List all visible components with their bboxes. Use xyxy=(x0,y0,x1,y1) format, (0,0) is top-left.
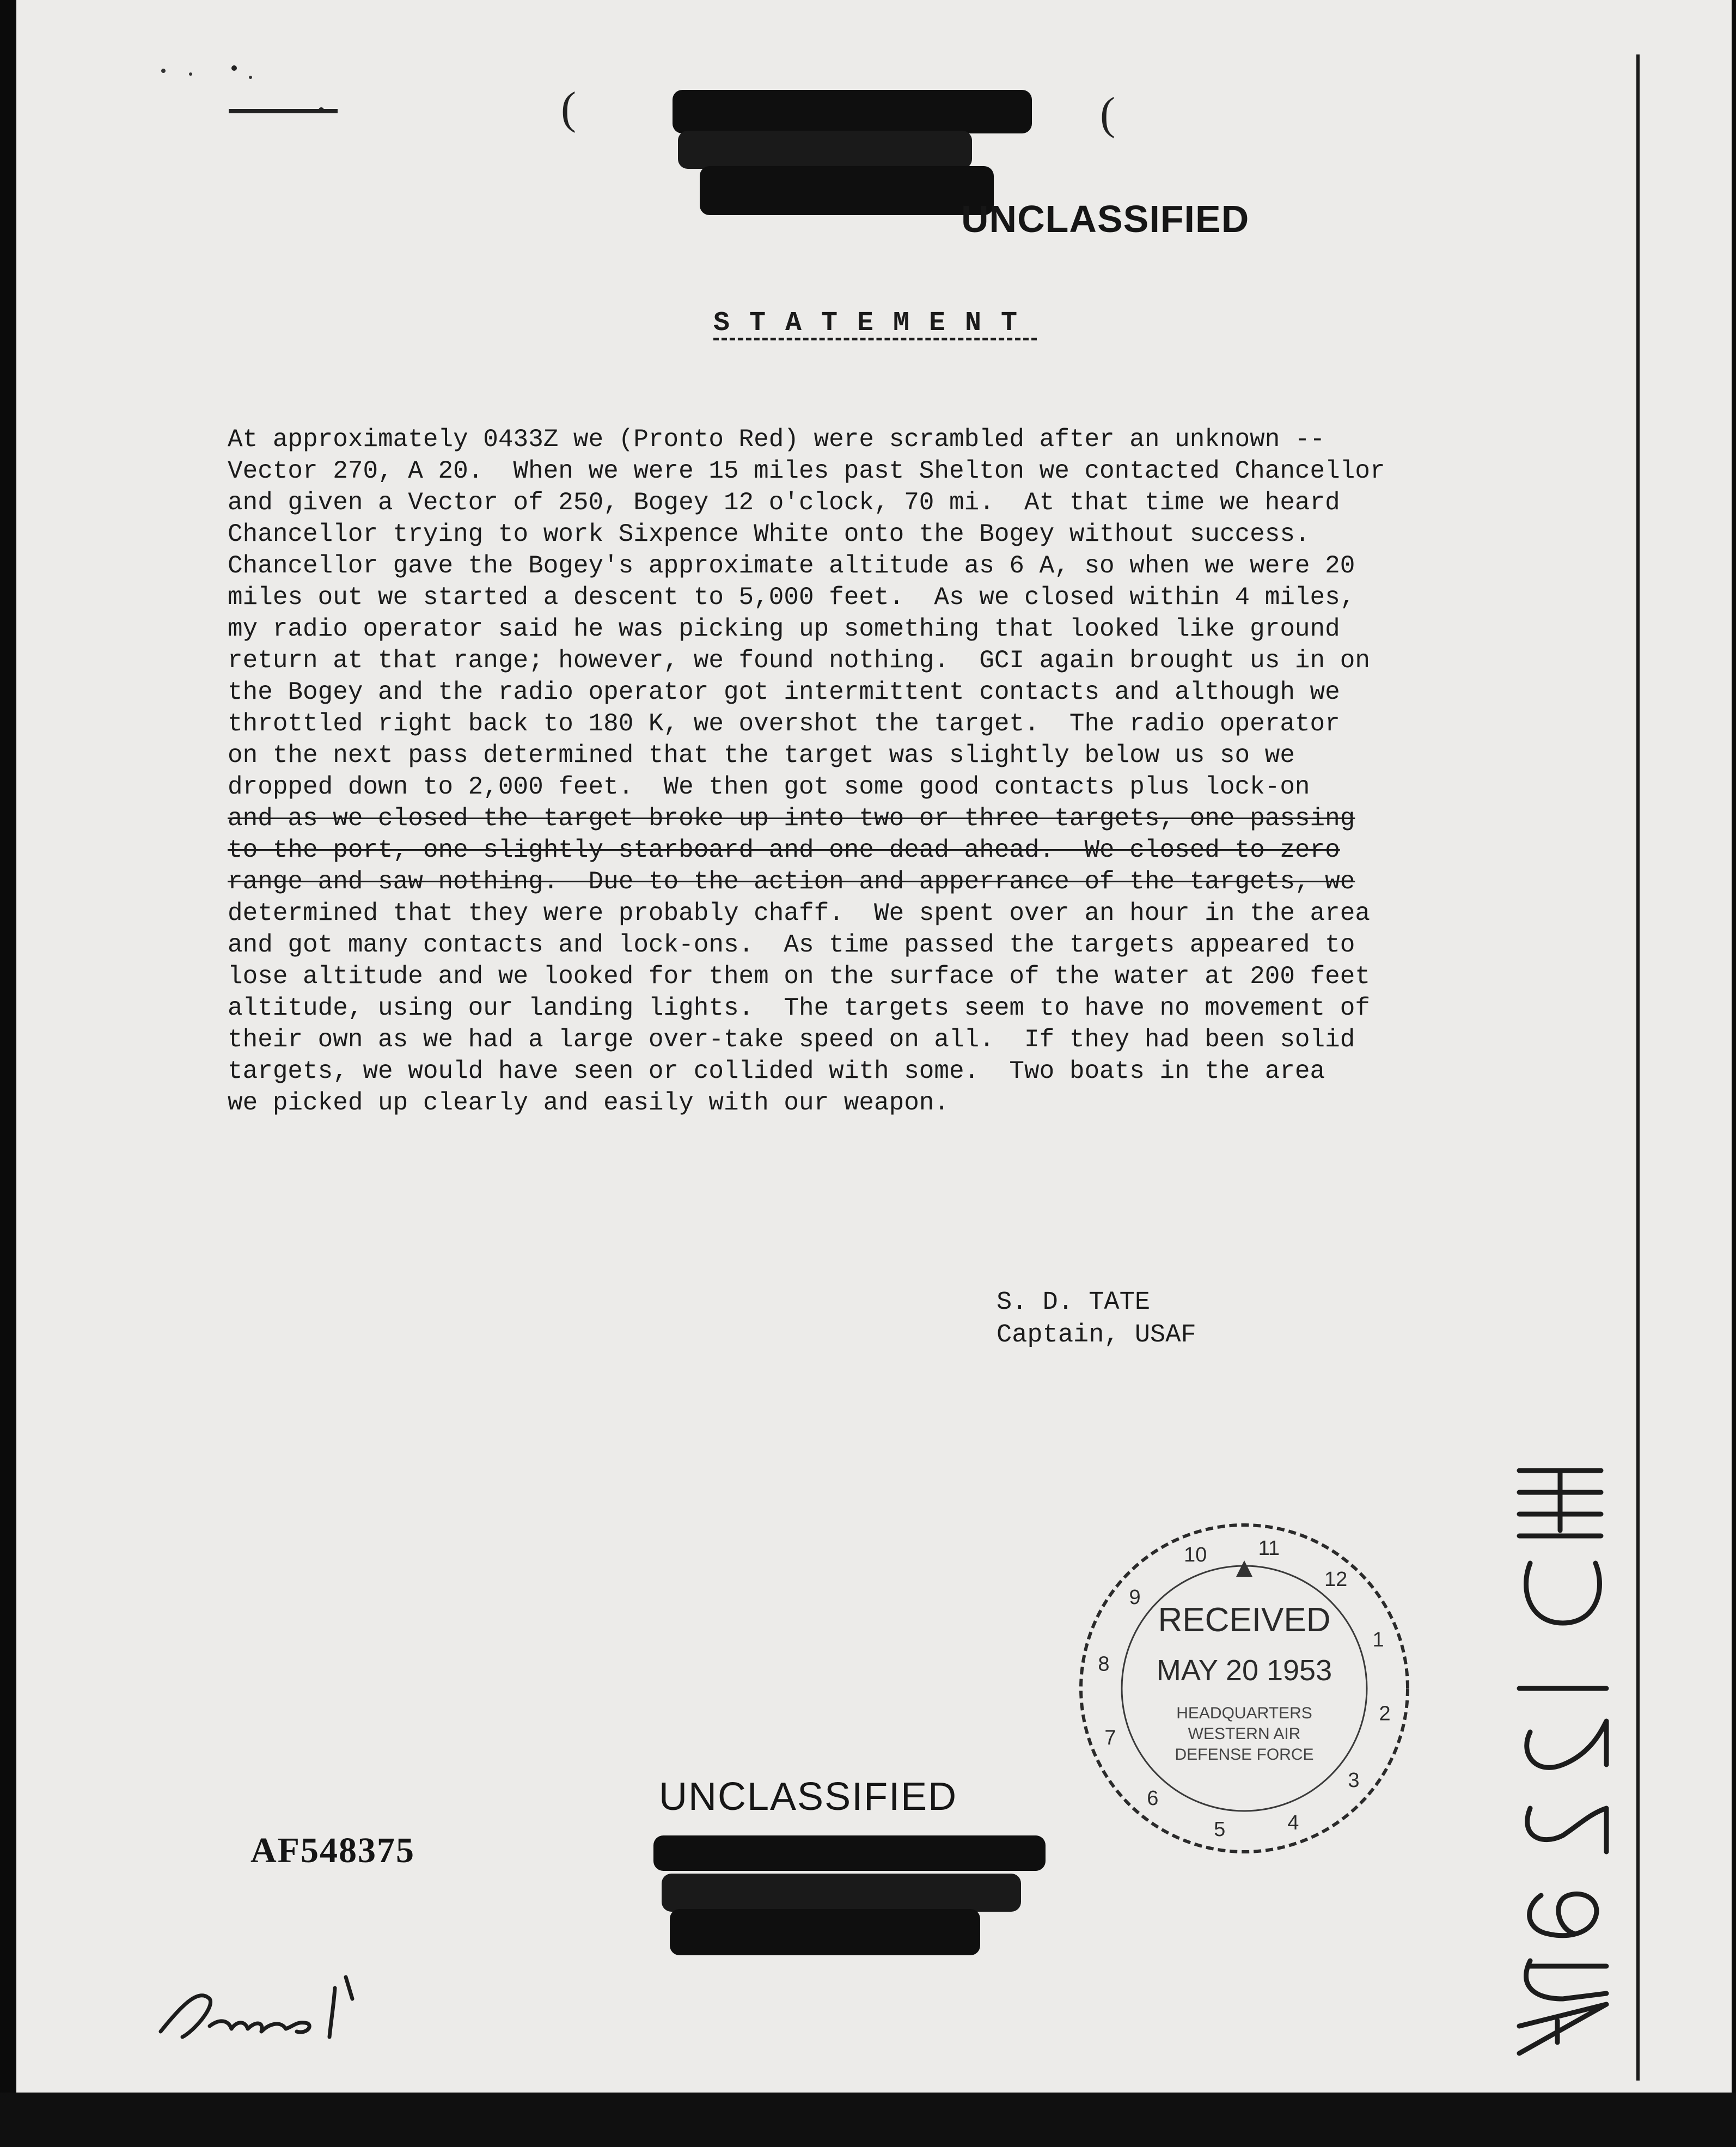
stamp-dial-number: 5 xyxy=(1214,1818,1226,1841)
stamp-dial-number: 8 xyxy=(1098,1652,1110,1676)
document-title: STATEMENT xyxy=(713,308,1037,339)
document-page xyxy=(16,0,1732,2108)
stamp-dial-number: 12 xyxy=(1324,1568,1348,1591)
stamp-dial-number: 10 xyxy=(1184,1543,1207,1566)
body-line: range and saw nothing. Due to the action and apperrance of the targets, we xyxy=(228,868,1355,896)
left-parenthesis: ( xyxy=(561,83,576,133)
body-line: Chancellor trying to work Sixpence White onto the Bogey without success. xyxy=(228,520,1310,548)
scan-specks xyxy=(152,54,349,136)
statement-body xyxy=(228,424,1545,1119)
scan-edge-line xyxy=(1636,54,1640,2081)
redaction-bar-top-2 xyxy=(678,131,972,169)
stamp-dial-number: 4 xyxy=(1287,1811,1299,1835)
redaction-bar-bottom-2 xyxy=(662,1874,1021,1912)
stamp-org-line1: HEADQUARTERS xyxy=(1176,1704,1312,1722)
body-line: on the next pass determined that the target was slightly below us so we xyxy=(228,741,1295,770)
stamp-dial-number: 3 xyxy=(1348,1769,1360,1792)
body-line: my radio operator said he was picking up something that looked like ground xyxy=(228,615,1340,643)
stamp-dial-number: 6 xyxy=(1147,1786,1159,1810)
stamp-dial-number: 1 xyxy=(1372,1628,1384,1652)
classification-bottom: UNCLASSIFIED xyxy=(659,1775,958,1819)
signature-name: S. D. TATE xyxy=(997,1288,1151,1317)
stamp-dial-number: 2 xyxy=(1379,1702,1391,1725)
stamp-org-line2: WESTERN AIR xyxy=(1188,1725,1301,1743)
stamp-dial-number: 9 xyxy=(1129,1585,1141,1609)
body-line: Chancellor gave the Bogey's approximate altitude as 6 A, so when we were 20 xyxy=(228,552,1355,580)
right-parenthesis: ( xyxy=(1100,88,1115,139)
stamp-dial-number: 7 xyxy=(1104,1726,1116,1749)
body-line: miles out we started a descent to 5,000 feet. As we closed within 4 miles, xyxy=(228,583,1355,612)
stamp-received: RECEIVED xyxy=(1158,1601,1331,1639)
body-line: targets, we would have seen or collided with some. Two boats in the area xyxy=(228,1057,1325,1085)
body-line: return at that range; however, we found nothing. GCI again brought us in on xyxy=(228,646,1370,675)
redaction-bar-top-1 xyxy=(673,90,1032,133)
scan-bottom-border xyxy=(0,2093,1736,2147)
body-line: we picked up clearly and easily with our weapon. xyxy=(228,1089,950,1117)
body-line: and as we closed the target broke up into two or three targets, one passing xyxy=(228,804,1355,833)
enclosure-note-handwriting xyxy=(150,1966,378,2053)
body-line: altitude, using our landing lights. The targets seem to have no movement of xyxy=(228,994,1370,1022)
body-line: and given a Vector of 250, Bogey 12 o'clock, 70 mi. At that time we heard xyxy=(228,489,1340,517)
signature-rank: Captain, USAF xyxy=(997,1321,1196,1350)
redaction-bar-top-3 xyxy=(700,166,994,215)
control-number: AF548375 xyxy=(250,1831,415,1870)
body-line: lose altitude and we looked for them on the surface of the water at 200 feet xyxy=(228,962,1370,991)
stamp-dial-number: 11 xyxy=(1258,1536,1280,1560)
stamp-date: MAY 20 1953 xyxy=(1156,1654,1332,1687)
body-line: At approximately 0433Z we (Pronto Red) were scrambled after an unknown -- xyxy=(228,425,1325,454)
body-line: to the port, one slightly starboard and one dead ahead. We closed to zero xyxy=(228,836,1340,864)
body-line: throttled right back to 180 K, we overshot the target. The radio operator xyxy=(228,710,1340,738)
redaction-bar-bottom-3 xyxy=(670,1909,980,1955)
body-line: and got many contacts and lock-ons. As time passed the targets appeared to xyxy=(228,931,1355,959)
stamp-arrow-icon xyxy=(1236,1560,1252,1577)
redaction-bar-bottom-1 xyxy=(653,1835,1046,1871)
body-line: the Bogey and the radio operator got intermittent contacts and although we xyxy=(228,678,1340,706)
classification-top: UNCLASSIFIED xyxy=(961,198,1250,240)
body-line: their own as we had a large over-take speed on all. If they had been solid xyxy=(228,1026,1355,1054)
atic-number-handwriting xyxy=(1497,1460,1628,2064)
body-line: Vector 270, A 20. When we were 15 miles past Shelton we contacted Chancellor xyxy=(228,457,1385,485)
received-stamp xyxy=(1073,1517,1416,1860)
stamp-org-line3: DEFENSE FORCE xyxy=(1175,1746,1314,1764)
body-line: determined that they were probably chaff. We spent over an hour in the area xyxy=(228,899,1370,928)
body-line: dropped down to 2,000 feet. We then got some good contacts plus lock-on xyxy=(228,773,1310,801)
